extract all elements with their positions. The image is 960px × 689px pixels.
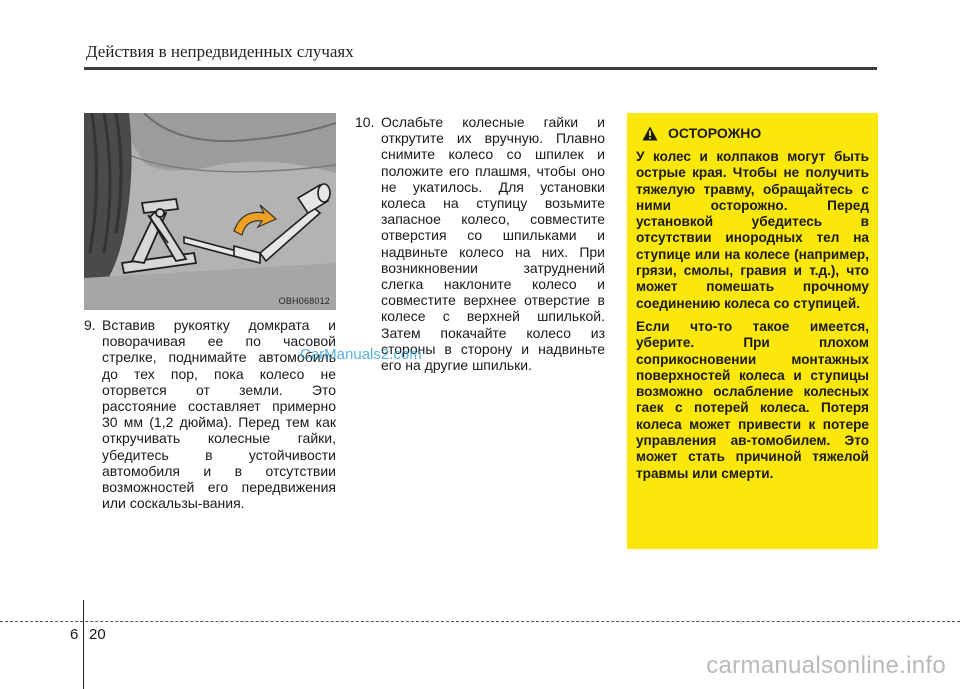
warning-triangle-icon [642,126,658,141]
warning-paragraph: Если что-то такое имеется, уберите. При плохом соприкосновении монтажных поверхностей колеса и ступицы возможно ослабление колесных гаек с потерей колеса. Потеря колеса может привести к потере управления ав-томобилем. Это может стать причиной тяжелой травмы или смерти. [636,318,869,481]
jack-illustration [84,113,336,310]
footer-site-watermark: carmanualsonline.info [706,652,946,679]
chapter-number: 6 [70,626,79,643]
footer-divider [83,600,84,689]
page-number: 20 [89,626,106,643]
warning-paragraph: У колес и колпаков могут быть острые края. Чтобы не получить тяжелую травму, обращайтесь с ними осторожно. Перед установкой убедитесь в отсутствии инородных тел на ступице или на колесе (например, грязи, смолы, гравия и т.д.), что может помешать прочному соединению колеса со ступицей. [636,149,869,311]
step-text: Ослабьте колесные гайки и открутите их вручную. Плавно снимите колесо со шпилек и положите его плашмя, чтобы оно не укатилось. Для установки колеса на ступицу возьмите запасное колесо, совместите отверстия со шпильками и надвиньте колесо на них. При возникновении затруднений слегка наклоните колесо и совместите верхнее отверстие в колесе с верхней шпилькой. Затем покачайте колесо из стороны в сторону и надвиньте его на другие шпильки. [381,114,605,374]
footer-rule [0,621,960,622]
header-rule [84,67,877,70]
warning-box [627,113,878,549]
figure-code: OBH068012 [278,296,330,306]
step-text: Вставив рукоятку домкрата и поворачивая ее по часовой стрелке, поднимайте автомобиль до тех пор, пока колесо не оторвется от земли. Это расстояние составляет примерно 30 мм (1,2 дюйма). Перед тем как откручивать колесные гайки, убедитесь в устойчивости автомобиля и в отсутствии возможностей его передвижения или соскальзы-вания. [102,317,336,512]
step-9 [84,317,336,511]
jack-drawing [84,113,336,310]
step-10 [355,114,605,373]
section-title: Действия в непредвиденных случаях [86,42,354,61]
step-number: 9. [84,317,96,333]
warning-header [636,123,869,143]
step-number: 10. [355,114,375,130]
warning-title: ОСТОРОЖНО [668,125,762,141]
watermark-text: CarManuals2.com [300,346,422,363]
